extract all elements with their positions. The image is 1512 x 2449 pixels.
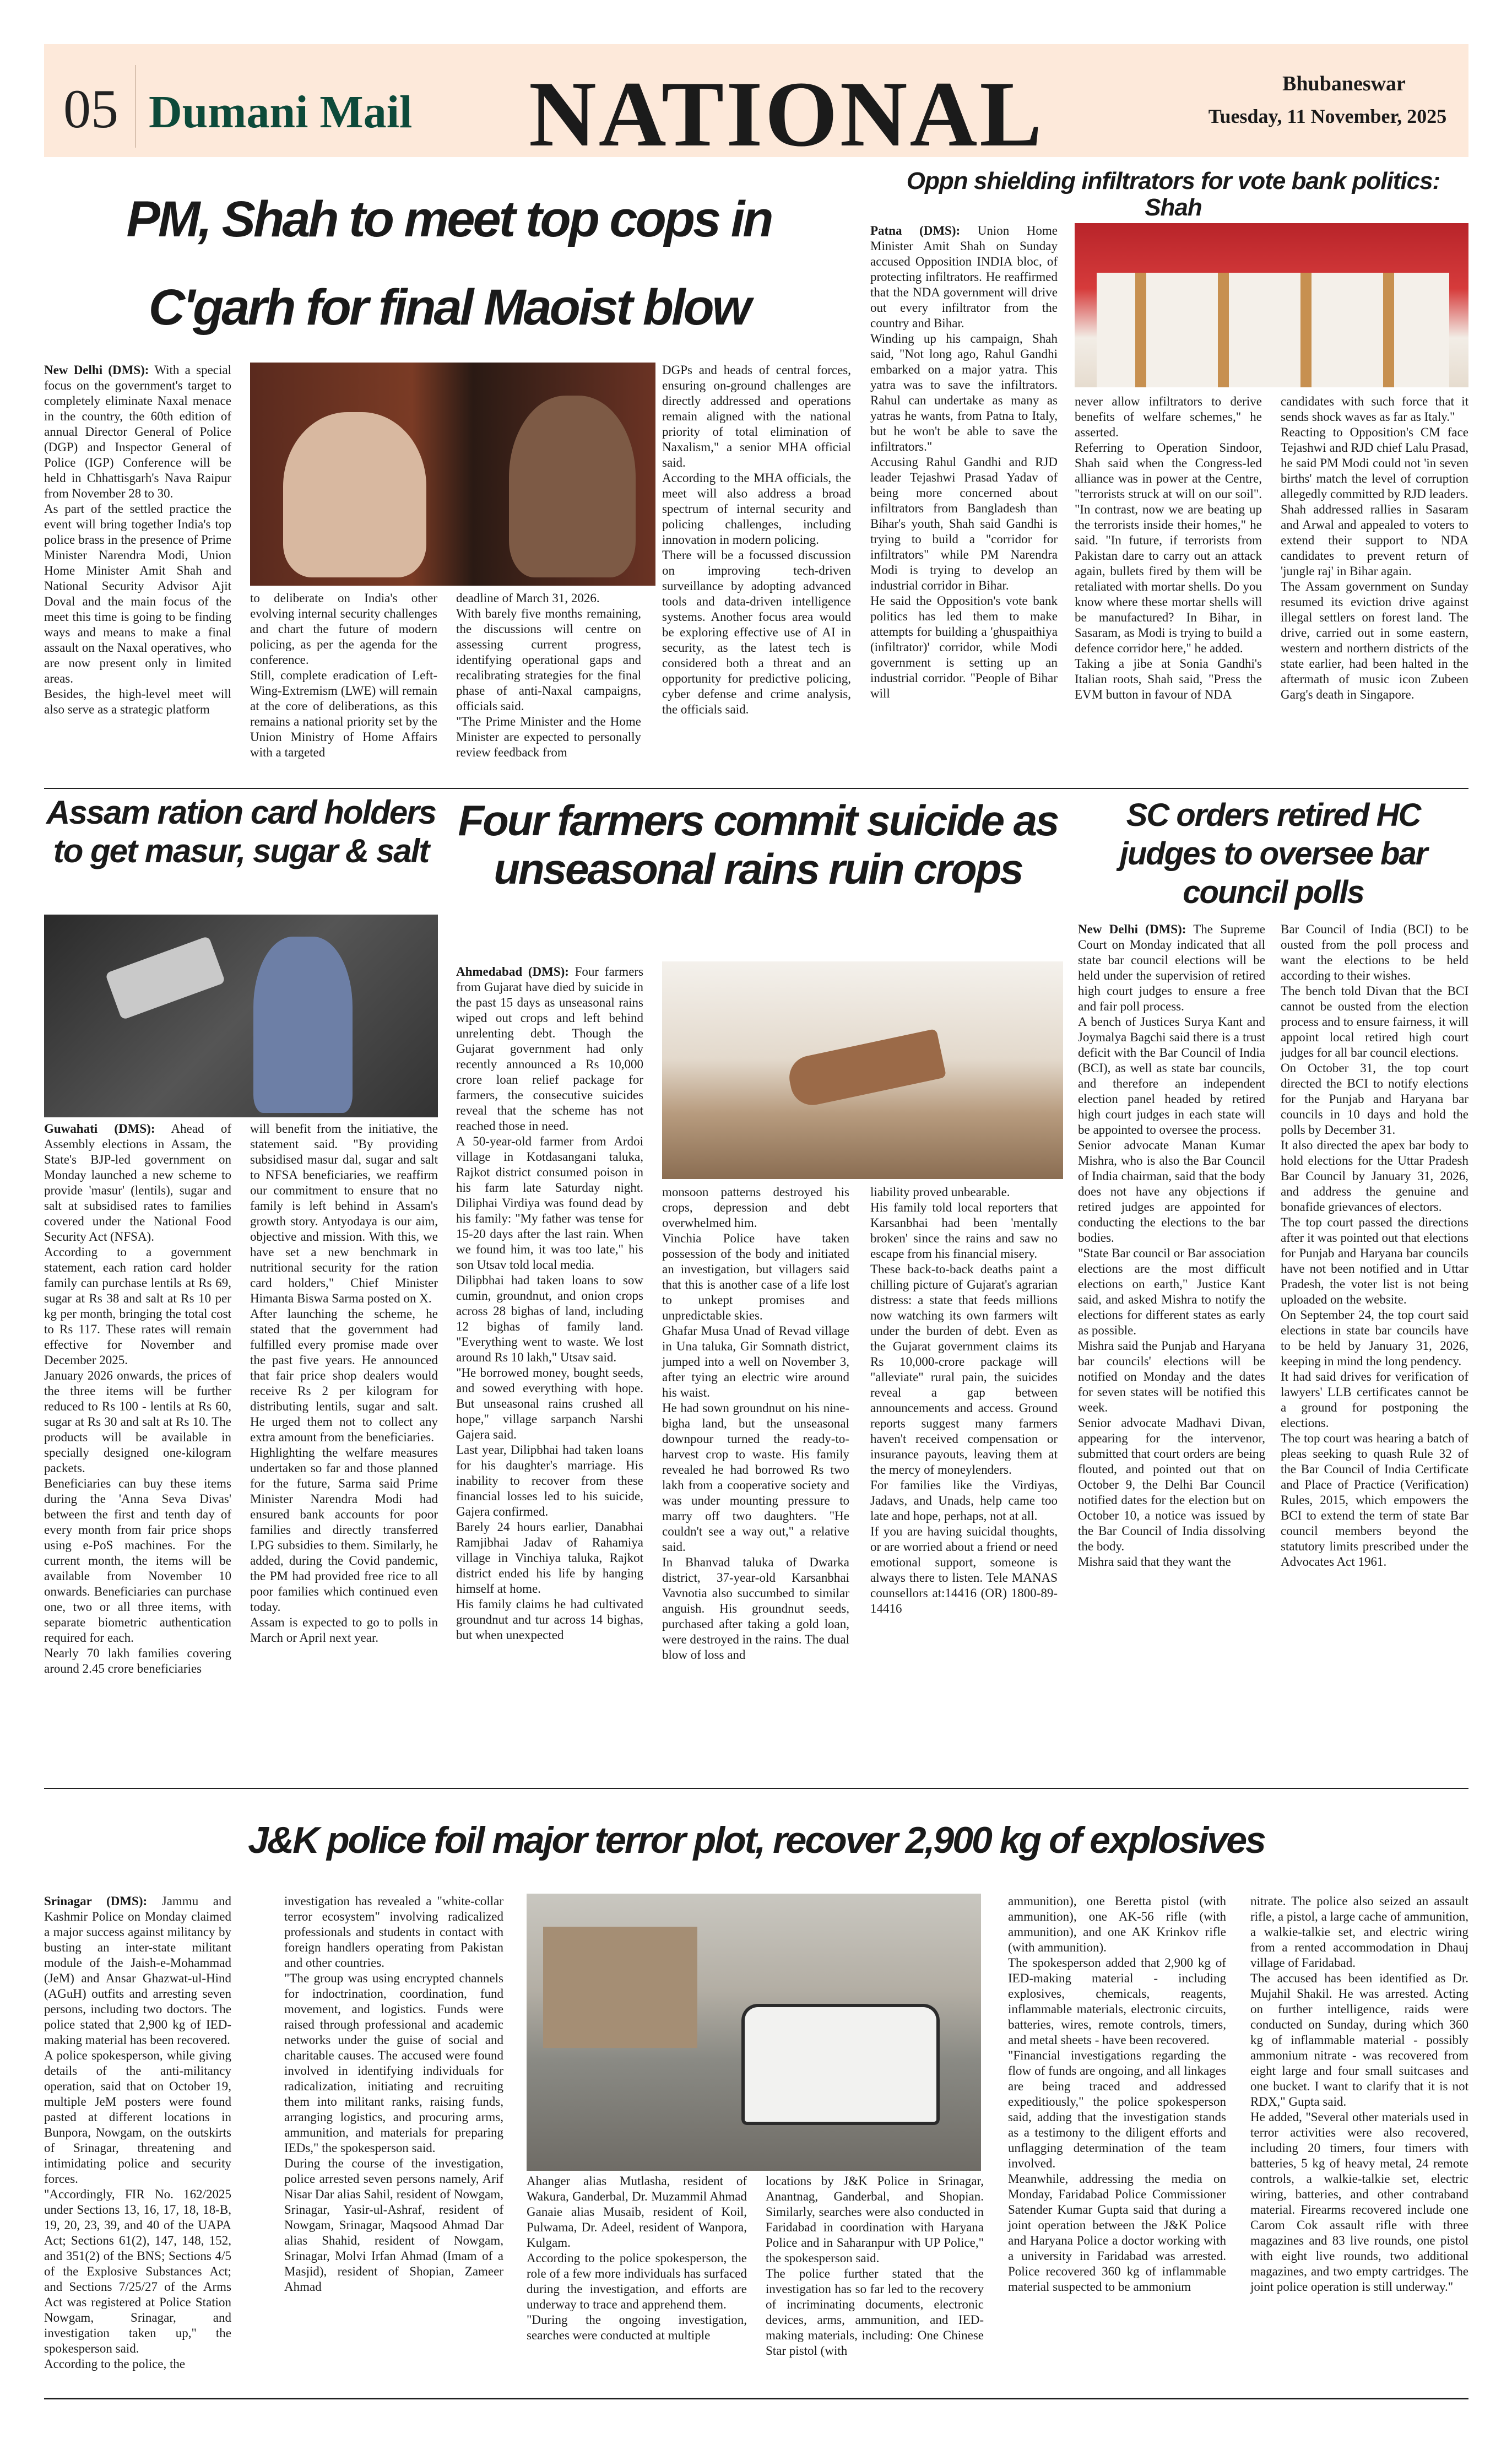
paragraph: His family claims he had cultivated groundnut and tur across 14 bighas, but when unexpected xyxy=(456,1597,643,1642)
paragraph: Bar Council of India (BCI) to be ousted from the poll process and want the elections to be held according to their wishes. xyxy=(1281,922,1468,982)
article-column xyxy=(1250,1894,1468,2295)
paragraph: According to the police, the xyxy=(44,2357,186,2371)
headline-oppn-shah xyxy=(878,168,1468,221)
paragraph: Highlighting the welfare measures undertaken so far and those planned for the future, Sarma said Prime Minister Narendra Modi had ensured bank accounts for poor families and directly transferred LPG subsidies to them. Similarly, he added, during the Covid pandemic, the PM had provided free rice to all poor families which continued even today. xyxy=(250,1446,438,1614)
paragraph-text: The Supreme Court on Monday indicated that all state bar council elections will be held under the supervision of retired high court judges to ensure a free and fair poll process. xyxy=(1078,922,1266,1013)
edition-city: Bhubaneswar xyxy=(1282,72,1406,95)
paragraph: Ghafar Musa Unad of Revad village in Una taluka, Gir Somnath district, jumped into a well on November 3, after tying an electric wire around his waist. xyxy=(662,1324,849,1399)
paragraph: The top court was hearing a batch of pleas seeking to quash Rule 32 of the Bar Council of India Certificate and Place of Practice (Verification) Rules, 2015, which empowers the BCI to extend the term of state Bar council members beyond the statutory limits prescribed under the Advocates Act 1961. xyxy=(1281,1431,1468,1569)
paragraph: Senior advocate Manan Kumar Mishra, who is also the Bar Council of India chairman, said that the body does not have any objections if retired judges are appointed for conducting the elections to the bar bodies. xyxy=(1078,1138,1265,1245)
paragraph: After launching the scheme, he stated that the government had fulfilled every promise made over the past five years. He announced that fair price shop dealers would receive Rs 2 per kilogram for distributing lentils, sugar and salt. He urged them not to collect any extra amount from the beneficiaries. xyxy=(250,1307,438,1444)
paragraph: DGPs and heads of central forces, ensuring on-ground challenges are directly addressed and operations remain aligned with the national priority of total elimination of Naxalism," a senior MHA official said. xyxy=(662,363,851,469)
article-column xyxy=(1078,922,1265,1570)
paragraph: Taking a jibe at Sonia Gandhi's Italian roots, Shah said, "Press the EVM button in favour of NDA xyxy=(1075,657,1262,701)
page-number: 05 xyxy=(63,78,118,139)
paragraph: These back-to-back deaths paint a chilling picture of Gujarat's agrarian distress: a state that feeds millions now watching its own farmers wilt under the burden of debt. Even as the Gujarat government claims its Rs 10,000-crore package will "alleviate" rural pain, the suicides reveal a gap between announcements and access. Ground reports suggest many farmers haven't received compensation or insurance payouts, leaving them at the mercy of moneylenders. xyxy=(870,1262,1058,1477)
paragraph: On October 31, the top court directed the BCI to notify elections for the Punjab and Haryana bar councils in 10 days and hold the polls by December 31. xyxy=(1281,1061,1468,1137)
paragraph: According to a government statement, each ration card holder family can purchase lentils at Rs 69, sugar at Rs 38 and salt at Rs 10 per kg per month, bringing the total cost to Rs 117. These rates will remain effective for November and December 2025. xyxy=(44,1245,231,1367)
paragraph: The police further stated that the investigation has so far led to the recovery of incriminating documents, electronic devices, arms, ammunition, and IED-making materials, including: One Chinese Star pistol (with xyxy=(766,2267,984,2358)
paragraph: Senior advocate Madhavi Divan, appearing for the intervenor, submitted that court orders are being flouted, and pointed out that on October 9, the Delhi Bar Council notified dates for the election but on October 10, a notice was issued by the Bar Council of India dissolving the body. xyxy=(1078,1416,1265,1553)
hand xyxy=(785,1029,947,1109)
headline-line: Oppn shielding infiltrators for vote bank politics: Shah xyxy=(906,167,1440,221)
paragraph-text: Jammu and Kashmir Police on Monday claimed a major success against militancy by busting an inter-state militant module of the Jaish-e-Mohammad (JeM) and Ansar Ghazwat-ul-Hind (AGuH) outfits and arresting seven persons, including two doctors. The police stated that 2,900 kg of IED-making material has been recovered. xyxy=(44,1894,231,2047)
paragraph: The bench told Divan that the BCI cannot be ousted from the election process and to ensure fairness, it will appoint local retired high court judges for all bar council elections. xyxy=(1281,984,1468,1059)
paragraph: Mishra said that they want the xyxy=(1078,1555,1231,1569)
paragraph: "The Prime Minister and the Home Minister are expected to personally review feedback from xyxy=(456,715,641,759)
dateline: Ahmedabad (DMS): xyxy=(456,965,569,978)
headline-assam xyxy=(44,793,438,871)
paragraph: Besides, the high-level meet will also serve as a strategic platform xyxy=(44,687,231,716)
paragraph: His family told local reporters that Karsanbhai had been 'mentally broken' since the rains and saw no escape from his financial misery. xyxy=(870,1201,1058,1261)
article-column xyxy=(456,591,641,760)
article-column xyxy=(870,223,1058,701)
article-column xyxy=(44,1121,231,1677)
headline-line: get masur, sugar & salt xyxy=(90,832,429,869)
article-column xyxy=(662,1185,849,1663)
article-column xyxy=(44,363,231,717)
photo-modi-shah xyxy=(250,363,655,586)
paragraph xyxy=(44,363,231,501)
paragraph: Winding up his campaign, Shah said, "Not long ago, Rahul Gandhi embarked on a major yatra. This yatra was to save the infiltrators. Rahul can undertake as many as yatras he wants, from Patna to Italy, but he won't be able to save the infiltrators." xyxy=(870,332,1058,453)
paragraph: For families like the Virdiyas, Jadavs, and Unads, help came too late and hope, perhaps, not at all. xyxy=(870,1478,1058,1523)
paragraph: The accused has been identified as Dr. Mujahil Shakil. He was arrested. Acting on further intelligence, raids were conducted on Sunday, during which 360 kg of inflammable material - possibly ammonium nitrate - was recovered from eight large and four small suitcases and one bucket. I want to clarify that it is not RDX," Gupta said. xyxy=(1250,1971,1468,2109)
paragraph: As part of the settled practice the event will bring together India's top police brass in the presence of Prime Minister Narendra Modi, Union Home Minister Amit Shah and National Security Advisor Ajit Doval and the main focus of the meet this time is going to be finding ways and means to make a final assault on the Naxal operatives, who are now present only in limited areas. xyxy=(44,502,231,685)
paragraph: He had sown groundnut on his nine-bigha land, but the unseasonal downpour turned the ready-to-harvest crop to waste. His family revealed he had borrowed Rs two lakh from a cooperative society and was under mounting pressure to marry off two daughters. "He couldn't see a way out," a relative said. xyxy=(662,1401,849,1554)
paragraph: never allow infiltrators to derive benefits of welfare schemes," he asserted. xyxy=(1075,394,1262,439)
article-column xyxy=(44,1894,231,2372)
paragraph: to deliberate on India's other evolving internal security challenges and chart the future of modern policing, as per the agenda for the conference. xyxy=(250,591,437,667)
photo-police-vehicle-university xyxy=(527,1894,981,2171)
paragraph xyxy=(44,1894,231,2048)
paragraph: "During the ongoing investigation, searches were conducted at multiple xyxy=(527,2313,747,2342)
paragraph: If you are having suicidal thoughts, or are worried about a friend or need emotional support, someone is always there to listen. Tele MANAS counsellors at:14416 (OR) 1800-89-14416 xyxy=(870,1524,1058,1615)
paragraph: Barely 24 hours earlier, Danabhai Ramjibhai Jadav of Rahamiya village in Vinchiya taluka, Rajkot district ended his life by hanging himself at home. xyxy=(456,1520,643,1596)
paragraph: "The group was using encrypted channels for indoctrination, coordination, fund movement, and logistics. Funds were raised through professional and academic networks under the guise of social and charitable causes. The accused were found involved in identifying individuals for radicalization, initiating and recruiting them into militant ranks, raising funds, arranging logistics, and procuring arms, ammunition, and materials for preparing IEDs," the spokesperson said. xyxy=(284,1971,503,2155)
section-divider xyxy=(44,1788,1468,1789)
article-column xyxy=(456,964,643,1643)
paragraph: He said the Opposition's vote bank politics has led them to make attempts for building a 'ghuspaithiya (infiltrator)' corridor, while Modi government is setting up an industrial corridor. "People of Bihar will xyxy=(870,594,1058,700)
paragraph: The spokesperson added that 2,900 kg of IED-making material - including explosives, chemicals, reagents, inflammable materials, electronic circuits, batteries, wires, remote controls, timers, and metal sheets - have been recovered. xyxy=(1008,1956,1226,2047)
paragraph: According to the police spokesperson, the role of a few more individuals has surfaced during the investigation, and efforts are underway to trace and apprehend them. xyxy=(527,2251,747,2311)
paragraph: "State Bar council or Bar association elections are the most difficult elections on earth," Justice Kant said, and asked Mishra to notify the elections for different states as early as possible. xyxy=(1078,1246,1265,1337)
paragraph: nitrate. The police also seized an assault rifle, a pistol, a large cache of ammunition, a walkie-talkie set, and electric wiring from a rented accommodation in Dhauj village of Faridabad. xyxy=(1250,1894,1468,1970)
article-column xyxy=(250,591,437,760)
dateline: New Delhi (DMS): xyxy=(1078,922,1186,936)
paragraph: Ahanger alias Mutlasha, resident of Wakura, Ganderbal, Dr. Muzammil Ahmad Ganaie alias Musaib, resident of Koil, Pulwama, Dr. Adeel, resident of Wanpora, Kulgam. xyxy=(527,2174,747,2250)
headline-farmers xyxy=(453,796,1063,893)
paragraph xyxy=(456,964,643,1134)
paragraph-text: Union Home Minister Amit Shah on Sunday accused Opposition INDIA bloc, of protecting infiltrators. He reaffirmed that the NDA government will drive out every infiltrator from the country and Bihar. xyxy=(870,224,1058,330)
paragraph: The top court passed the directions after it was pointed out that elections for Punjab and Haryana bar councils have not been notified and in Uttar Pradesh, the voter list is not being uploaded on the website. xyxy=(1281,1215,1468,1306)
university-building xyxy=(543,1927,697,2048)
dateline: Guwahati (DMS): xyxy=(44,1122,155,1136)
section-divider xyxy=(44,788,1468,789)
leaders-on-stage xyxy=(1097,273,1449,387)
paragraph-text: With a special focus on the government's target to completely eliminate Naxal menace in the country, the 60th edition of annual Director General of Police (DGP) and Inspector General of Police (IGP) Conference will be held in Chhattisgarh's Nava Raipur from November 28 to 30. xyxy=(44,363,231,500)
headline-line: C'garh for final Maoist blow xyxy=(148,279,750,336)
paragraph: Mishra said the Punjab and Haryana bar councils' elections will be notified on Monday and the dates for seven states will be notified this week. xyxy=(1078,1339,1265,1414)
article-column xyxy=(284,1894,503,2295)
paragraph-text: Ahead of Assembly elections in Assam, the State's BJP-led government on Monday launched a new scheme to provide 'masur' (lentils), sugar and salt at subsidised rates to families covered under the National Food Security Act (NFSA). xyxy=(44,1122,231,1244)
paragraph: During the course of the investigation, police arrested seven persons namely, Arif Nisar Dar alias Sahil, resident of Nowgam, Srinagar, Yasir-ul-Ashraf, resident of Nowgam, Srinagar, Maqsood Ahmad Dar alias Shahid, resident of Nowgam, Srinagar, Molvi Irfan Ahmad (Imam of a Masjid), resident of Shopian, Zameer Ahmad xyxy=(284,2156,503,2294)
paragraph: "Accordingly, FIR No. 162/2025 under Sections 13, 16, 17, 18, 18-B, 19, 20, 23, 39, and 40 of the UAPA Act; Sections 61(2), 147, 148, 152, and 351(2) of the BNS; Sections 4/5 of the Explosive Substances Act; and Sections 7/25/27 of the Arms Act was registered at Police Station Nowgam, Srinagar, and investigation taken up," the spokesperson said. xyxy=(44,2187,231,2355)
paragraph: With barely five months remaining, the discussions will centre on assessing current progress, identifying operational gaps and recalibrating strategies for the final phase of anti-Naxal campaigns, officials said. xyxy=(456,607,641,713)
paragraph: monsoon patterns destroyed his crops, depression and debt overwhelmed him. xyxy=(662,1185,849,1230)
article-column xyxy=(250,1121,438,1646)
paragraph: Accusing Rahul Gandhi and RJD leader Tejashwi Prasad Yadav of being more concerned about infiltrators from Bangladesh than Bihar's youth, Shah said Gandhi is trying to build a "corridor for infiltrators" while PM Narendra Modi is trying to develop an industrial corridor in Bihar. xyxy=(870,455,1058,592)
headline-line: Four farmers commit suicide as xyxy=(458,796,1058,845)
police-vehicle xyxy=(741,2004,940,2125)
article-column xyxy=(870,1185,1058,1617)
edition-date: Tuesday, 11 November, 2025 xyxy=(1208,105,1447,127)
article-column xyxy=(1281,394,1468,702)
paragraph: liability proved unbearable. xyxy=(870,1185,1010,1199)
paragraph: Reacting to Opposition's CM face Tejashwi and RJD chief Lalu Prasad, he said PM Modi could not 'in seven births' match the level of corruption allegedly committed by RJD leaders. xyxy=(1281,425,1468,501)
paragraph: January 2026 onwards, the prices of the three items will be further reduced to Rs 100 - lentils at Rs 60, sugar at Rs 30 and salt at Rs 10. The products will be available in specially designed one-kilogram packets. xyxy=(44,1369,231,1475)
paragraph: It had said drives for verification of lawyers' LLB certificates cannot be a ground for postponing the elections. xyxy=(1281,1370,1468,1430)
paragraph: He added, "Several other materials used in terror activities were also recovered, including 20 timers, four timers with batteries, 5 kg of heavy metal, 24 remote controls, a walkie-talkie set, electric wiring, batteries, and other contraband material. Firearms recovered include one Carom Cok assault rifle with three magazines and 83 live rounds, one pistol with eight live rounds, two additional magazines, and two empty cartridges. The joint police operation is still underway." xyxy=(1250,2110,1468,2294)
article-column xyxy=(662,363,851,717)
dateline: New Delhi (DMS): xyxy=(44,363,149,377)
headline-sc xyxy=(1078,796,1468,912)
headline-jk xyxy=(44,1813,1468,1868)
paragraph: "Financial investigations regarding the flow of funds are ongoing, and all linkages are being traced and addressed expeditiously," the police spokesperson said, adding that the investigation stands as a testimony to the diligent efforts and unflagging determination of the team involved. xyxy=(1008,2048,1226,2170)
person-figure xyxy=(253,937,353,1113)
photo-shah-rally xyxy=(1075,223,1468,387)
dateline: Srinagar (DMS): xyxy=(44,1894,148,1908)
newspaper-name: Dumani Mail xyxy=(149,87,413,138)
paragraph: Still, complete eradication of Left-Wing-Extremism (LWE) will remain at the core of deliberations, as this remains a national priority set by the Union Ministry of Home Affairs with a targeted xyxy=(250,668,437,759)
photo-ration-distribution xyxy=(44,915,438,1117)
article-column xyxy=(527,2174,747,2343)
paragraph: A 50-year-old farmer from Ardoi village in Kotdasangani taluka, Rajkot district consumed poison in his farm late Saturday night. Diliphai Virdiya was found dead by his family: "My father was tense for 15-20 days after the last rain. When we found him, it was too late," his son Utsav told local media. xyxy=(456,1134,643,1272)
person-figure xyxy=(509,396,636,577)
paragraph: A bench of Justices Surya Kant and Joymalya Bagchi said there is a trust deficit with the Bar Council of India (BCI), as well as state bar councils, and therefore an independent election panel headed by retired high court judges in each state will be appointed to oversee the process. xyxy=(1078,1015,1265,1137)
paragraph: deadline of March 31, 2026. xyxy=(456,591,600,605)
paragraph-text: Four farmers from Gujarat have died by suicide in the past 15 days as unseasonal rains wiped out crops and left behind unrelenting debt. Though the Gujarat government had only recently announced a Rs 10,000 crore loan relief package for farmers, the consecutive suicides reveal that the scheme has not reached those in need. xyxy=(456,965,644,1133)
paragraph xyxy=(1078,922,1265,1014)
headline-line: Assam ration card holders to xyxy=(46,794,436,869)
paragraph: It also directed the apex bar body to hold elections for the Uttar Pradesh Bar Council by January 31, 2026, and address the genuine and bonafide grievances of electors. xyxy=(1281,1138,1468,1214)
paragraph: Vinchia Police have taken possession of the body and initiated an investigation, but villagers said that this is another case of a life lost to unkept promises and unpredictable skies. xyxy=(662,1231,849,1322)
paragraph: Dilipbhai had taken loans to sow cumin, groundnut, and onion crops across 28 bighas of land, including 12 bighas of family land. "Everything went to waste. We lost around Rs 10 lakh," Utsav said. xyxy=(456,1273,643,1364)
dateline: Patna (DMS): xyxy=(870,224,961,237)
paragraph: Nearly 70 lakh families covering around 2.45 crore beneficiaries xyxy=(44,1646,231,1675)
paragraph xyxy=(44,1121,231,1245)
paragraph: There will be a focussed discussion on improving tech-driven surveillance by adopting advanced tools and data-driven intelligence systems. Another focus area would be exploring effective use of AI in security, as the latest tech is considered both a threat and an opportunity for predictive policing, cyber defense and crime analysis, the officials said. xyxy=(662,548,851,716)
headline-line: J&K police foil major terror plot, recover 2,900 kg of explosives xyxy=(248,1819,1265,1861)
headline-line: unseasonal rains ruin crops xyxy=(494,845,1022,893)
paragraph: The Assam government on Sunday resumed its eviction drive against illegal settlers on forest land. The drive, carried out in some eastern, western and northern districts of the state earlier, had been halted in the aftermath of music icon Zubeen Garg's death in Singapore. xyxy=(1281,580,1468,701)
paragraph: ammunition), one Beretta pistol (with ammunition), one AK-56 rifle (with ammunition), and one AK Krinkov rifle (with ammunition). xyxy=(1008,1894,1226,1954)
person-figure xyxy=(283,412,426,577)
article-column xyxy=(1075,394,1262,702)
headline-line: to oversee bar council polls xyxy=(1183,836,1427,910)
paragraph xyxy=(870,223,1058,331)
paragraph: A police spokesperson, while giving details of the anti-militancy operation, said that on October 19, multiple JeM posters were found pasted at different locations in Bunpora, Nowgam, on the outskirts of Srinagar, threatening and intimidating police and security forces. xyxy=(44,2048,231,2186)
paragraph: On September 24, the top court said elections in state bar councils have to be held by January 31, 2026, keeping in mind the long pendency. xyxy=(1281,1308,1468,1368)
article-column xyxy=(1281,922,1468,1570)
section-title: NATIONAL xyxy=(529,62,1044,166)
paragraph: investigation has revealed a "white-collar terror ecosystem" involving radicalized professionals and students in contact with foreign handlers operating from Pakistan and other countries. xyxy=(284,1894,503,1970)
paragraph: Beneficiaries can buy these items during the 'Anna Seva Divas' between the first and tenth day of every month from fair price shops using e-PoS machines. For the current month, the items will be available from November 10 onwards. Beneficiaries can purchase one, two or all three items, with separate biometric authentication required for each. xyxy=(44,1477,231,1645)
paragraph: Assam is expected to go to polls in March or April next year. xyxy=(250,1615,438,1645)
masthead-divider xyxy=(135,65,136,148)
photo-cracked-earth-hand xyxy=(662,961,1063,1179)
page-bottom-rule xyxy=(44,2398,1468,2399)
article-column xyxy=(1008,1894,1226,2295)
paragraph: will benefit from the initiative, the statement said. "By providing subsidised masur dal, sugar and salt to NFSA beneficiaries, we reaffirm our commitment to ensure that no family is left behind in Assam's growth story. Antyodaya is our aim, objective and mission. With this, we have set a new benchmark in nutritional security for the ration card holders," Chief Minister Himanta Biswa Sarma posted on X. xyxy=(250,1122,438,1305)
paragraph: Shah addressed rallies in Sasaram and Arwal and appealed to voters to extend their support to NDA candidates to prevent return of 'jungle raj' in Bihar again. xyxy=(1281,502,1468,578)
paragraph: According to the MHA officials, the meet will also address a broad spectrum of internal security and policing challenges, including innovation in modern policing. xyxy=(662,471,851,547)
sack xyxy=(105,936,226,1020)
paragraph: Meanwhile, addressing the media on Monday, Faridabad Police Commissioner Satender Kumar Gupta said that during a joint operation between the J&K Police and Haryana Police a doctor working with a university in Faridabad was arrested. Police recovered 360 kg of inflammable material suspected to be ammonium xyxy=(1008,2172,1226,2294)
article-column xyxy=(766,2174,984,2359)
paragraph: Last year, Dilipbhai had taken loans for his daughter's marriage. His inability to recover from these financial losses led to his suicide, Gajera confirmed. xyxy=(456,1443,643,1518)
headline-line: PM, Shah to meet top cops in xyxy=(126,191,772,247)
headline-line: SC orders retired HC judges xyxy=(1119,797,1421,872)
paragraph: locations by J&K Police in Srinagar, Anantnag, Ganderbal, and Shopian. Similarly, searches were also conducted in Faridabad in coordination with Haryana Police and in Saharanpur with UP Police," the spokesperson said. xyxy=(766,2174,984,2265)
headline-pm-shah xyxy=(44,175,854,352)
paragraph: "He borrowed money, bought seeds, and sowed everything with hope. But unseasonal rains crushed all hope," village sarpanch Narshi Gajera said. xyxy=(456,1366,643,1441)
paragraph: In Bhanvad taluka of Dwarka district, 37-year-old Karsanbhai Vavnotia also succumbed to similar anguish. His groundnut seeds, purchased after taking a gold loan, were destroyed in the rains. The dual blow of loss and xyxy=(662,1555,849,1662)
paragraph: candidates with such force that it sends shock waves as far as Italy." xyxy=(1281,394,1468,424)
paragraph: Referring to Operation Sindoor, Shah said when the Congress-led alliance was in power at the Centre, "terrorists struck at will on our soil". "In contrast, now we are beating up the terrorists inside their homes," he said. "In future, if terrorists from Pakistan dare to carry out an attack again, bullets fired by them will be retaliated with mortar shells. Do you know where these mortar shells will be manufactured? In Bihar, in Sasaram, as Modi is trying to build a defence corridor here," he added. xyxy=(1075,441,1262,655)
